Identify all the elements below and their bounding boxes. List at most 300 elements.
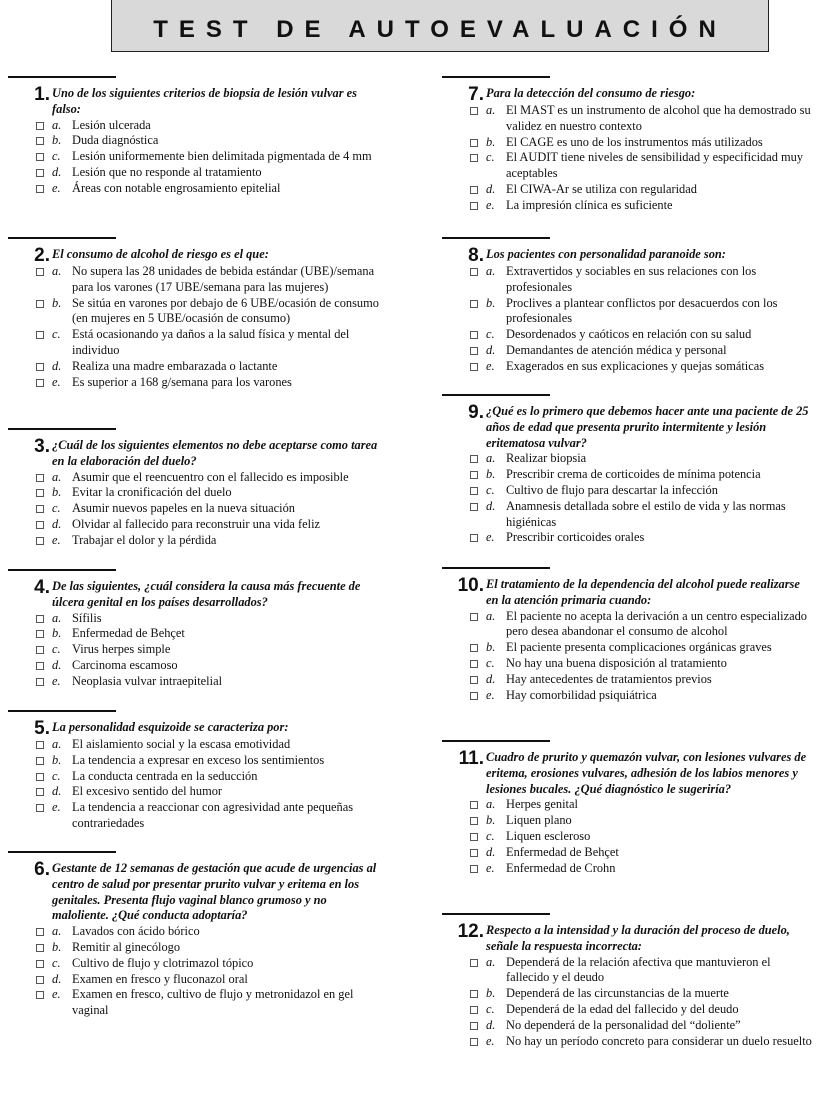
option-letter: d. [52,657,62,672]
option-text: Enfermedad de Behçet [72,626,185,641]
option-text: Realizar biopsia [506,451,587,466]
answer-option[interactable] [442,1018,814,1034]
option-text: La tendencia a expresar en exceso los sentimientos [72,752,325,767]
option-letter: b. [52,295,62,310]
option-letter: e. [486,860,495,875]
question-text: El tratamiento de la dependencia del alcohol puede realizarse en la atención primaria cuando: [486,577,800,607]
question-8 [442,237,814,375]
answer-option[interactable] [442,343,814,359]
option-text: No hay una buena disposición al tratamiento [506,655,727,670]
question-number: 12. [457,921,484,942]
question-4 [8,569,380,690]
question-3 [8,428,380,549]
answer-option[interactable] [442,530,814,546]
option-text: Trabajar el dolor y la pérdida [72,532,217,547]
option-text: Áreas con notable engrosamiento epitelial [72,180,281,195]
answer-option[interactable] [8,470,380,486]
option-letter: c. [486,482,495,497]
question-number: 6. [34,859,50,880]
option-letter: e. [52,673,61,688]
checkbox-icon[interactable] [470,1006,478,1014]
question-11 [442,740,814,876]
option-letter: a. [52,610,62,625]
question-number: 10. [457,575,484,596]
answer-option[interactable] [442,640,814,656]
answer-option[interactable] [442,1034,814,1050]
answer-option[interactable] [8,149,380,165]
answer-option[interactable] [442,672,814,688]
checkbox-icon[interactable] [470,503,478,511]
option-text: Cultivo de flujo para descartar la infección [506,482,718,497]
option-text: Exagerados en sus explicaciones y quejas somáticas [506,358,765,373]
answer-option[interactable] [8,296,380,328]
answer-option[interactable] [442,264,814,296]
checkbox-icon[interactable] [470,849,478,857]
option-letter: d. [486,181,496,196]
question-text: De las siguientes, ¿cuál considera la causa más frecuente de úlcera genital en los países desarrollados? [52,579,361,609]
answer-option[interactable] [8,940,380,956]
option-text: Liquen plano [506,813,572,828]
option-text: Sífilis [72,610,102,625]
checkbox-icon[interactable] [470,331,478,339]
checkbox-icon[interactable] [36,773,44,781]
question-number: 5. [34,718,50,739]
checkbox-icon[interactable] [36,537,44,545]
option-letter: e. [486,358,495,373]
answer-option[interactable] [8,987,380,1019]
question-rule [442,913,550,915]
option-text: La impresión clínica es suficiente [506,197,673,212]
option-letter: d. [52,971,62,986]
option-letter: d. [52,358,62,373]
question-text: Uno de los siguientes criterios de biopsia de lesión vulvar es falso: [52,86,357,116]
option-letter: e. [52,800,61,815]
option-letter: a. [52,117,62,132]
option-text: Prescribir corticoides orales [506,530,645,545]
answer-option[interactable] [8,658,380,674]
option-letter: a. [52,469,62,484]
checkbox-icon[interactable] [36,991,44,999]
checkbox-icon[interactable] [36,153,44,161]
option-letter: b. [52,485,62,500]
option-letter: b. [486,467,496,482]
option-letter: c. [52,642,61,657]
option-text: No dependerá de la personalidad del “doliente” [506,1017,741,1032]
option-text: Virus herpes simple [72,642,171,657]
option-text: Lesión ulcerada [72,117,151,132]
answer-option[interactable] [442,955,814,987]
checkbox-icon[interactable] [470,990,478,998]
question-text: Gestante de 12 semanas de gestación que acude de urgencias al centro de salud por presentar prurito vulvar y eritema en los genitales. Presenta flujo vaginal blanco grumoso y no maloliente. ¿Qué conducta adoptaría? [52,861,377,923]
option-letter: c. [486,655,495,670]
option-letter: d. [486,498,496,513]
option-letter: b. [52,133,62,148]
question-header [8,438,380,470]
option-letter: c. [52,327,61,342]
title-banner [111,0,769,52]
option-letter: b. [486,640,496,655]
answer-option[interactable] [442,327,814,343]
answer-options [8,118,380,197]
answer-options [442,264,814,375]
answer-option[interactable] [8,972,380,988]
checkbox-icon[interactable] [470,660,478,668]
answer-option[interactable] [8,501,380,517]
option-text: El MAST es un instrumento de alcohol que ha demostrado su validez en nuestro contexto [506,103,811,133]
option-text: Desordenados y caóticos en relación con su salud [506,327,752,342]
checkbox-icon[interactable] [36,300,44,308]
question-text: Los pacientes con personalidad paranoide son: [486,247,726,261]
option-text: Prescribir crema de corticoides de mínima potencia [506,467,761,482]
option-letter: b. [52,939,62,954]
question-rule [8,851,116,853]
option-letter: a. [52,737,62,751]
answer-option[interactable] [8,327,380,359]
checkbox-icon[interactable] [36,169,44,177]
checkbox-icon[interactable] [36,505,44,513]
checkbox-icon[interactable] [36,379,44,387]
checkbox-icon[interactable] [470,959,478,967]
question-number: 1. [34,84,50,105]
checkbox-icon[interactable] [36,788,44,796]
answer-option[interactable] [442,499,814,531]
option-letter: e. [486,530,495,545]
answer-option[interactable] [8,517,380,533]
option-text: Lesión uniformemente bien delimitada pigmentada de 4 mm [72,149,372,164]
checkbox-icon[interactable] [470,534,478,542]
question-header [442,750,814,797]
option-letter: b. [52,626,62,641]
answer-options [8,924,380,1019]
answer-option[interactable] [8,611,380,627]
option-letter: d. [486,342,496,357]
question-number: 11. [458,748,484,769]
question-1 [8,76,380,197]
answer-option[interactable] [8,924,380,940]
question-header [8,861,380,924]
option-text: El aislamiento social y la escasa emotividad [72,737,291,751]
checkbox-icon[interactable] [470,107,478,115]
option-text: Herpes genital [506,797,578,812]
option-text: Asumir que el reencuentro con el fallecido es imposible [72,469,349,484]
question-10 [442,567,814,703]
answer-option[interactable] [8,264,380,296]
option-letter: b. [486,134,496,149]
checkbox-icon[interactable] [470,202,478,210]
option-text: Proclives a plantear conflictos por desacuerdos con los profesionales [506,295,778,326]
question-12 [442,913,814,1049]
option-text: Asumir nuevos papeles en la nueva situación [72,501,295,516]
answer-option[interactable] [8,956,380,972]
checkbox-icon[interactable] [470,154,478,162]
checkbox-icon[interactable] [36,331,44,339]
option-letter: b. [486,986,496,1001]
option-text: Extravertidos y sociables en sus relaciones con los profesionales [506,264,757,294]
answer-option[interactable] [8,800,380,832]
question-text: Cuadro de prurito y quemazón vulvar, con lesiones vulvares de eritema, erosiones vulvares, adhesión de los labios menores y lesiones bucales. ¿Qué diagnóstico le sugeriría? [486,750,807,796]
question-rule [8,710,116,712]
option-letter: e. [486,687,495,702]
option-text: Lesión que no responde al tratamiento [72,164,262,179]
question-rule [442,237,550,239]
answer-options [442,955,814,1050]
checkbox-icon[interactable] [36,521,44,529]
answer-option[interactable] [8,533,380,549]
option-letter: a. [52,264,62,278]
option-text: Cultivo de flujo y clotrimazol tópico [72,955,254,970]
question-rule [442,740,550,742]
checkbox-icon[interactable] [470,676,478,684]
option-letter: a. [486,264,496,278]
question-header [8,247,380,264]
checkbox-icon[interactable] [36,137,44,145]
answer-option[interactable] [442,829,814,845]
answer-option[interactable] [8,165,380,181]
answer-option[interactable] [442,483,814,499]
option-text: Dependerá de la relación afectiva que mantuvieron el fallecido y el deudo [506,954,771,985]
option-letter: c. [486,1001,495,1016]
question-2 [8,237,380,390]
answer-option[interactable] [442,1002,814,1018]
question-number: 2. [34,245,50,266]
option-text: No supera las 28 unidades de bebida estándar (UBE)/semana para los varones (17 UBE/semana para las mujeres) [72,264,375,294]
checkbox-icon[interactable] [36,662,44,670]
option-text: El AUDIT tiene niveles de sensibilidad y especificidad muy aceptables [506,150,804,181]
option-text: El CAGE es uno de los instrumentos más utilizados [506,134,763,149]
option-letter: a. [486,797,496,812]
option-letter: d. [52,516,62,531]
option-letter: c. [52,768,61,783]
question-text: El consumo de alcohol de riesgo es el que: [52,247,269,261]
option-text: Evitar la cronificación del duelo [72,485,232,500]
option-text: Duda diagnóstica [72,133,159,148]
answer-option[interactable] [442,797,814,813]
question-header [442,404,814,451]
question-9 [442,394,814,546]
checkbox-icon[interactable] [470,865,478,873]
checkbox-icon[interactable] [36,960,44,968]
answer-options [442,103,814,214]
option-letter: d. [52,164,62,179]
checkbox-icon[interactable] [36,363,44,371]
checkbox-icon[interactable] [470,139,478,147]
answer-option[interactable] [8,626,380,642]
option-letter: a. [52,924,62,939]
option-letter: e. [52,180,61,195]
question-text: Para la detección del consumo de riesgo: [486,86,696,100]
option-letter: c. [52,149,61,164]
option-letter: c. [52,955,61,970]
question-text: ¿Cuál de los siguientes elementos no debe aceptarse como tarea en la elaboración del duelo? [52,438,378,468]
option-letter: e. [486,197,495,212]
checkbox-icon[interactable] [36,804,44,812]
checkbox-icon[interactable] [470,801,478,809]
checkbox-icon[interactable] [36,928,44,936]
checkbox-icon[interactable] [470,347,478,355]
checkbox-icon[interactable] [36,646,44,654]
checkbox-icon[interactable] [36,122,44,130]
option-text: Lavados con ácido bórico [72,924,200,939]
question-header [442,247,814,264]
answer-options [442,451,814,546]
answer-option[interactable] [442,986,814,1002]
option-letter: c. [486,327,495,342]
answer-options [8,737,380,832]
option-text: Dependerá de las circunstancias de la muerte [506,986,729,1001]
answer-option[interactable] [8,642,380,658]
checkbox-icon[interactable] [36,268,44,276]
option-letter: b. [52,752,62,767]
question-rule [8,428,116,430]
question-number: 8. [468,245,484,266]
checkbox-icon[interactable] [470,613,478,621]
option-text: Enfermedad de Crohn [506,860,616,875]
question-7 [442,76,814,214]
option-text: Realiza una madre embarazada o lactante [72,358,278,373]
option-text: Es superior a 168 g/semana para los varones [72,374,292,389]
checkbox-icon[interactable] [36,944,44,952]
checkbox-icon[interactable] [470,268,478,276]
page-title: TEST DE AUTOEVALUACIÓN [153,15,727,43]
question-rule [8,76,116,78]
checkbox-icon[interactable] [470,692,478,700]
answer-option[interactable] [442,198,814,214]
option-text: Neoplasia vulvar intraepitelial [72,673,223,688]
answer-option[interactable] [8,181,380,197]
answer-option[interactable] [8,359,380,375]
option-text: El CIWA-Ar se utiliza con regularidad [506,181,697,196]
answer-options [8,611,380,690]
answer-option[interactable] [442,451,814,467]
option-letter: d. [486,844,496,859]
checkbox-icon[interactable] [470,455,478,463]
answer-option[interactable] [8,133,380,149]
option-letter: d. [52,784,62,799]
option-letter: d. [486,671,496,686]
answer-option[interactable] [442,359,814,375]
checkbox-icon[interactable] [470,817,478,825]
question-rule [8,569,116,571]
answer-option[interactable] [442,182,814,198]
answer-options [442,609,814,704]
answer-option[interactable] [442,103,814,135]
answer-option[interactable] [8,674,380,690]
checkbox-icon[interactable] [36,185,44,193]
answer-option[interactable] [442,296,814,328]
question-header [442,86,814,103]
answer-options [8,264,380,390]
checkbox-icon[interactable] [36,615,44,623]
checkbox-icon[interactable] [470,644,478,652]
option-text: Enfermedad de Behçet [506,844,619,859]
option-letter: b. [486,295,496,310]
checkbox-icon[interactable] [36,489,44,497]
answer-option[interactable] [8,375,380,391]
option-text: Se sitúa en varones por debajo de 6 UBE/ocasión de consumo (en mujeres en 5 UBE/ocasión de consumo) [72,295,379,326]
option-letter: a. [486,608,496,623]
question-6 [8,851,380,1019]
checkbox-icon[interactable] [36,630,44,638]
option-text: Dependerá de la edad del fallecido y del deudo [506,1001,739,1016]
checkbox-icon[interactable] [470,1022,478,1030]
option-letter: c. [486,150,495,165]
answer-option[interactable] [8,118,380,134]
option-letter: e. [52,374,61,389]
question-header [8,579,380,611]
checkbox-icon[interactable] [470,1038,478,1046]
answer-option[interactable] [442,813,814,829]
answer-options [442,797,814,876]
checkbox-icon[interactable] [36,757,44,765]
question-text: La personalidad esquizoide se caracteriza por: [52,720,289,734]
option-letter: c. [486,828,495,843]
answer-option[interactable] [8,753,380,769]
answer-option[interactable] [442,656,814,672]
option-letter: c. [52,501,61,516]
checkbox-icon[interactable] [470,471,478,479]
checkbox-icon[interactable] [470,487,478,495]
checkbox-icon[interactable] [36,474,44,482]
checkbox-icon[interactable] [36,678,44,686]
answer-option[interactable] [442,609,814,641]
option-text: La conducta centrada en la seducción [72,768,258,783]
question-header [442,577,814,609]
answer-options [8,470,380,549]
checkbox-icon[interactable] [470,833,478,841]
checkbox-icon[interactable] [470,186,478,194]
option-text: Examen en fresco y fluconazol oral [72,971,248,986]
answer-option[interactable] [8,784,380,800]
answer-option[interactable] [442,467,814,483]
checkbox-icon[interactable] [36,976,44,984]
option-letter: a. [486,451,496,466]
question-header [8,86,380,118]
question-rule [8,237,116,239]
question-rule [442,567,550,569]
answer-option[interactable] [8,737,380,753]
question-rule [442,394,550,396]
question-rule [442,76,550,78]
answer-option[interactable] [442,150,814,182]
option-text: El excesivo sentido del humor [72,784,223,799]
option-text: El paciente no acepta la derivación a un centro especializado pero desea abandonar el consumo de alcohol [506,608,808,639]
option-text: Anamnesis detallada sobre el estilo de vida y las normas higiénicas [506,498,786,529]
option-text: Está ocasionando ya daños a la salud física y mental del individuo [72,327,350,357]
answer-option[interactable] [442,135,814,151]
question-text: Respecto a la intensidad y la duración del proceso de duelo, señale la respuesta incorrecta: [486,923,790,953]
answer-option[interactable] [8,485,380,501]
option-letter: d. [486,1017,496,1032]
option-text: La tendencia a reaccionar con agresividad ante pequeñas contrariedades [72,800,354,830]
checkbox-icon[interactable] [470,300,478,308]
option-letter: e. [52,532,61,547]
answer-option[interactable] [442,861,814,877]
question-number: 4. [34,577,50,598]
answer-option[interactable] [442,688,814,704]
question-header [8,720,380,737]
answer-option[interactable] [8,769,380,785]
question-header [442,923,814,955]
option-text: Liquen escleroso [506,828,591,843]
question-number: 9. [468,402,484,423]
option-letter: a. [486,954,496,969]
answer-option[interactable] [442,845,814,861]
question-number: 7. [468,84,484,105]
question-text: ¿Qué es lo primero que debemos hacer ante una paciente de 25 años de edad que presenta prurito intermitente y lesión eritematosa vulvar? [486,404,809,450]
option-text: Hay comorbilidad psiquiátrica [506,687,657,702]
checkbox-icon[interactable] [36,741,44,749]
checkbox-icon[interactable] [470,363,478,371]
